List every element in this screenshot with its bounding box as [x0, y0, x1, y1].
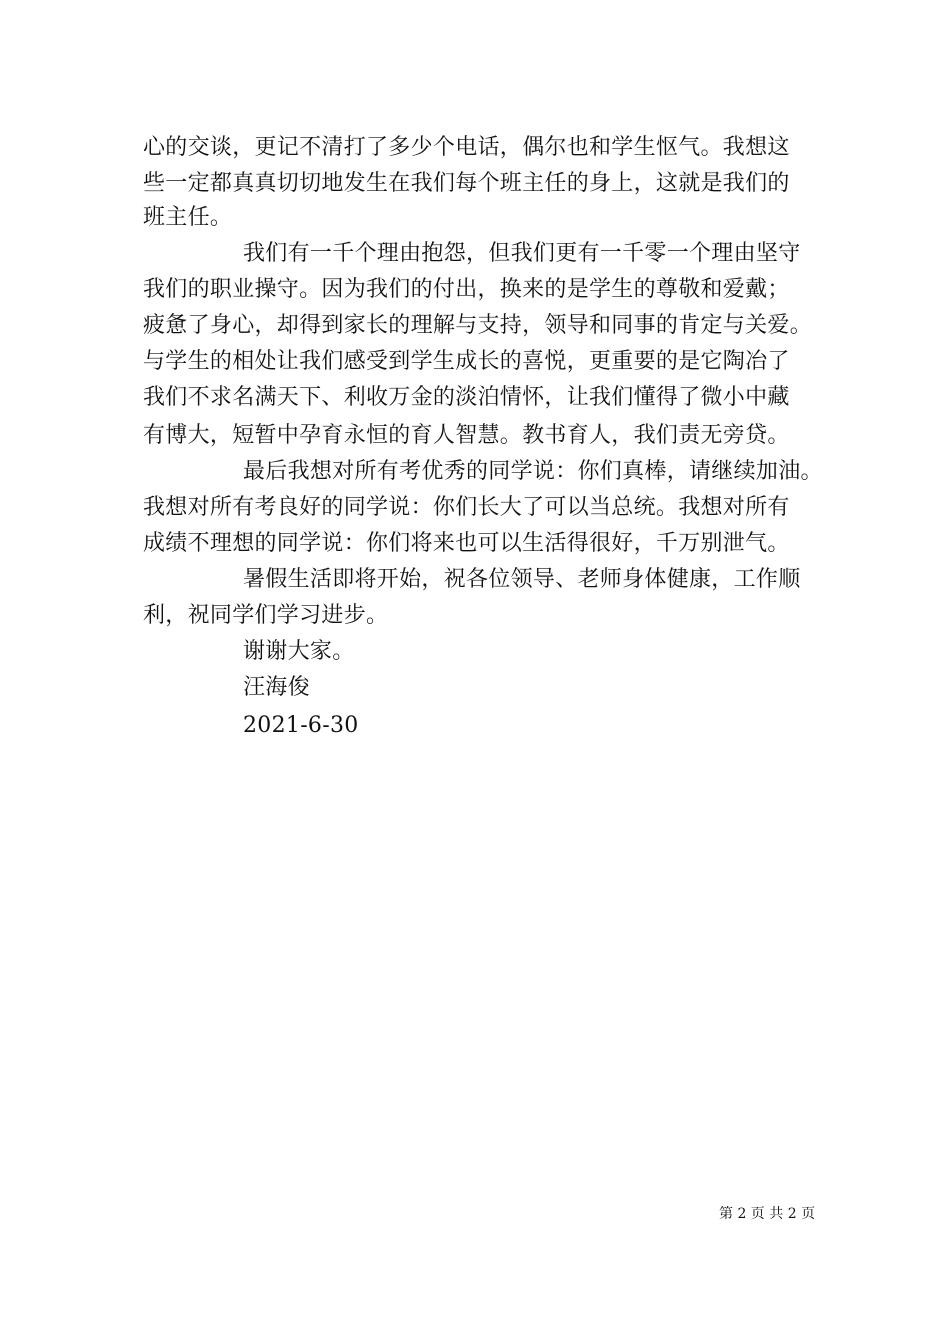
paragraph-3-line-1: 最后我想对所有考优秀的同学说：你们真棒，请继续加油。 — [243, 459, 823, 484]
closing-thanks: 谢谢大家。 — [243, 639, 355, 664]
body-line-1: 心的交谈，更记不清打了多少个电话，偶尔也和学生怄气。我想这 — [143, 135, 790, 160]
body-line-3: 班主任。 — [143, 205, 233, 230]
paragraph-2-line-2: 我们的职业操守。因为我们的付出，换来的是学生的尊敬和爱戴； — [143, 277, 790, 302]
paragraph-4-line-2: 利，祝同学们学习进步。 — [143, 603, 389, 628]
author-name: 汪海俊 — [243, 675, 310, 700]
paragraph-2-line-3: 疲惫了身心，却得到家长的理解与支持，领导和同事的肯定与关爱。 — [143, 313, 813, 338]
document-date: 2021-6-30 — [243, 713, 359, 738]
page-number-footer: 第 2 页 共 2 页 — [719, 1206, 816, 1222]
paragraph-2-line-5: 我们不求名满天下、利收万金的淡泊情怀，让我们懂得了微小中藏 — [143, 385, 790, 410]
paragraph-2-line-1: 我们有一千个理由抱怨，但我们更有一千零一个理由坚守 — [243, 241, 801, 266]
paragraph-2-line-4: 与学生的相处让我们感受到学生成长的喜悦，更重要的是它陶冶了 — [143, 349, 790, 374]
paragraph-3-line-3: 成绩不理想的同学说：你们将来也可以生活得很好，千万别泄气。 — [143, 531, 790, 556]
body-line-2: 些一定都真真切切地发生在我们每个班主任的身上，这就是我们的 — [143, 171, 790, 196]
paragraph-4-line-1: 暑假生活即将开始，祝各位领导、老师身体健康，工作顺 — [243, 567, 801, 592]
paragraph-3-line-2: 我想对所有考良好的同学说：你们长大了可以当总统。我想对所有 — [143, 495, 790, 520]
paragraph-2-line-6: 有博大，短暂中孕育永恒的育人智慧。教书育人，我们责无旁贷。 — [143, 423, 790, 448]
